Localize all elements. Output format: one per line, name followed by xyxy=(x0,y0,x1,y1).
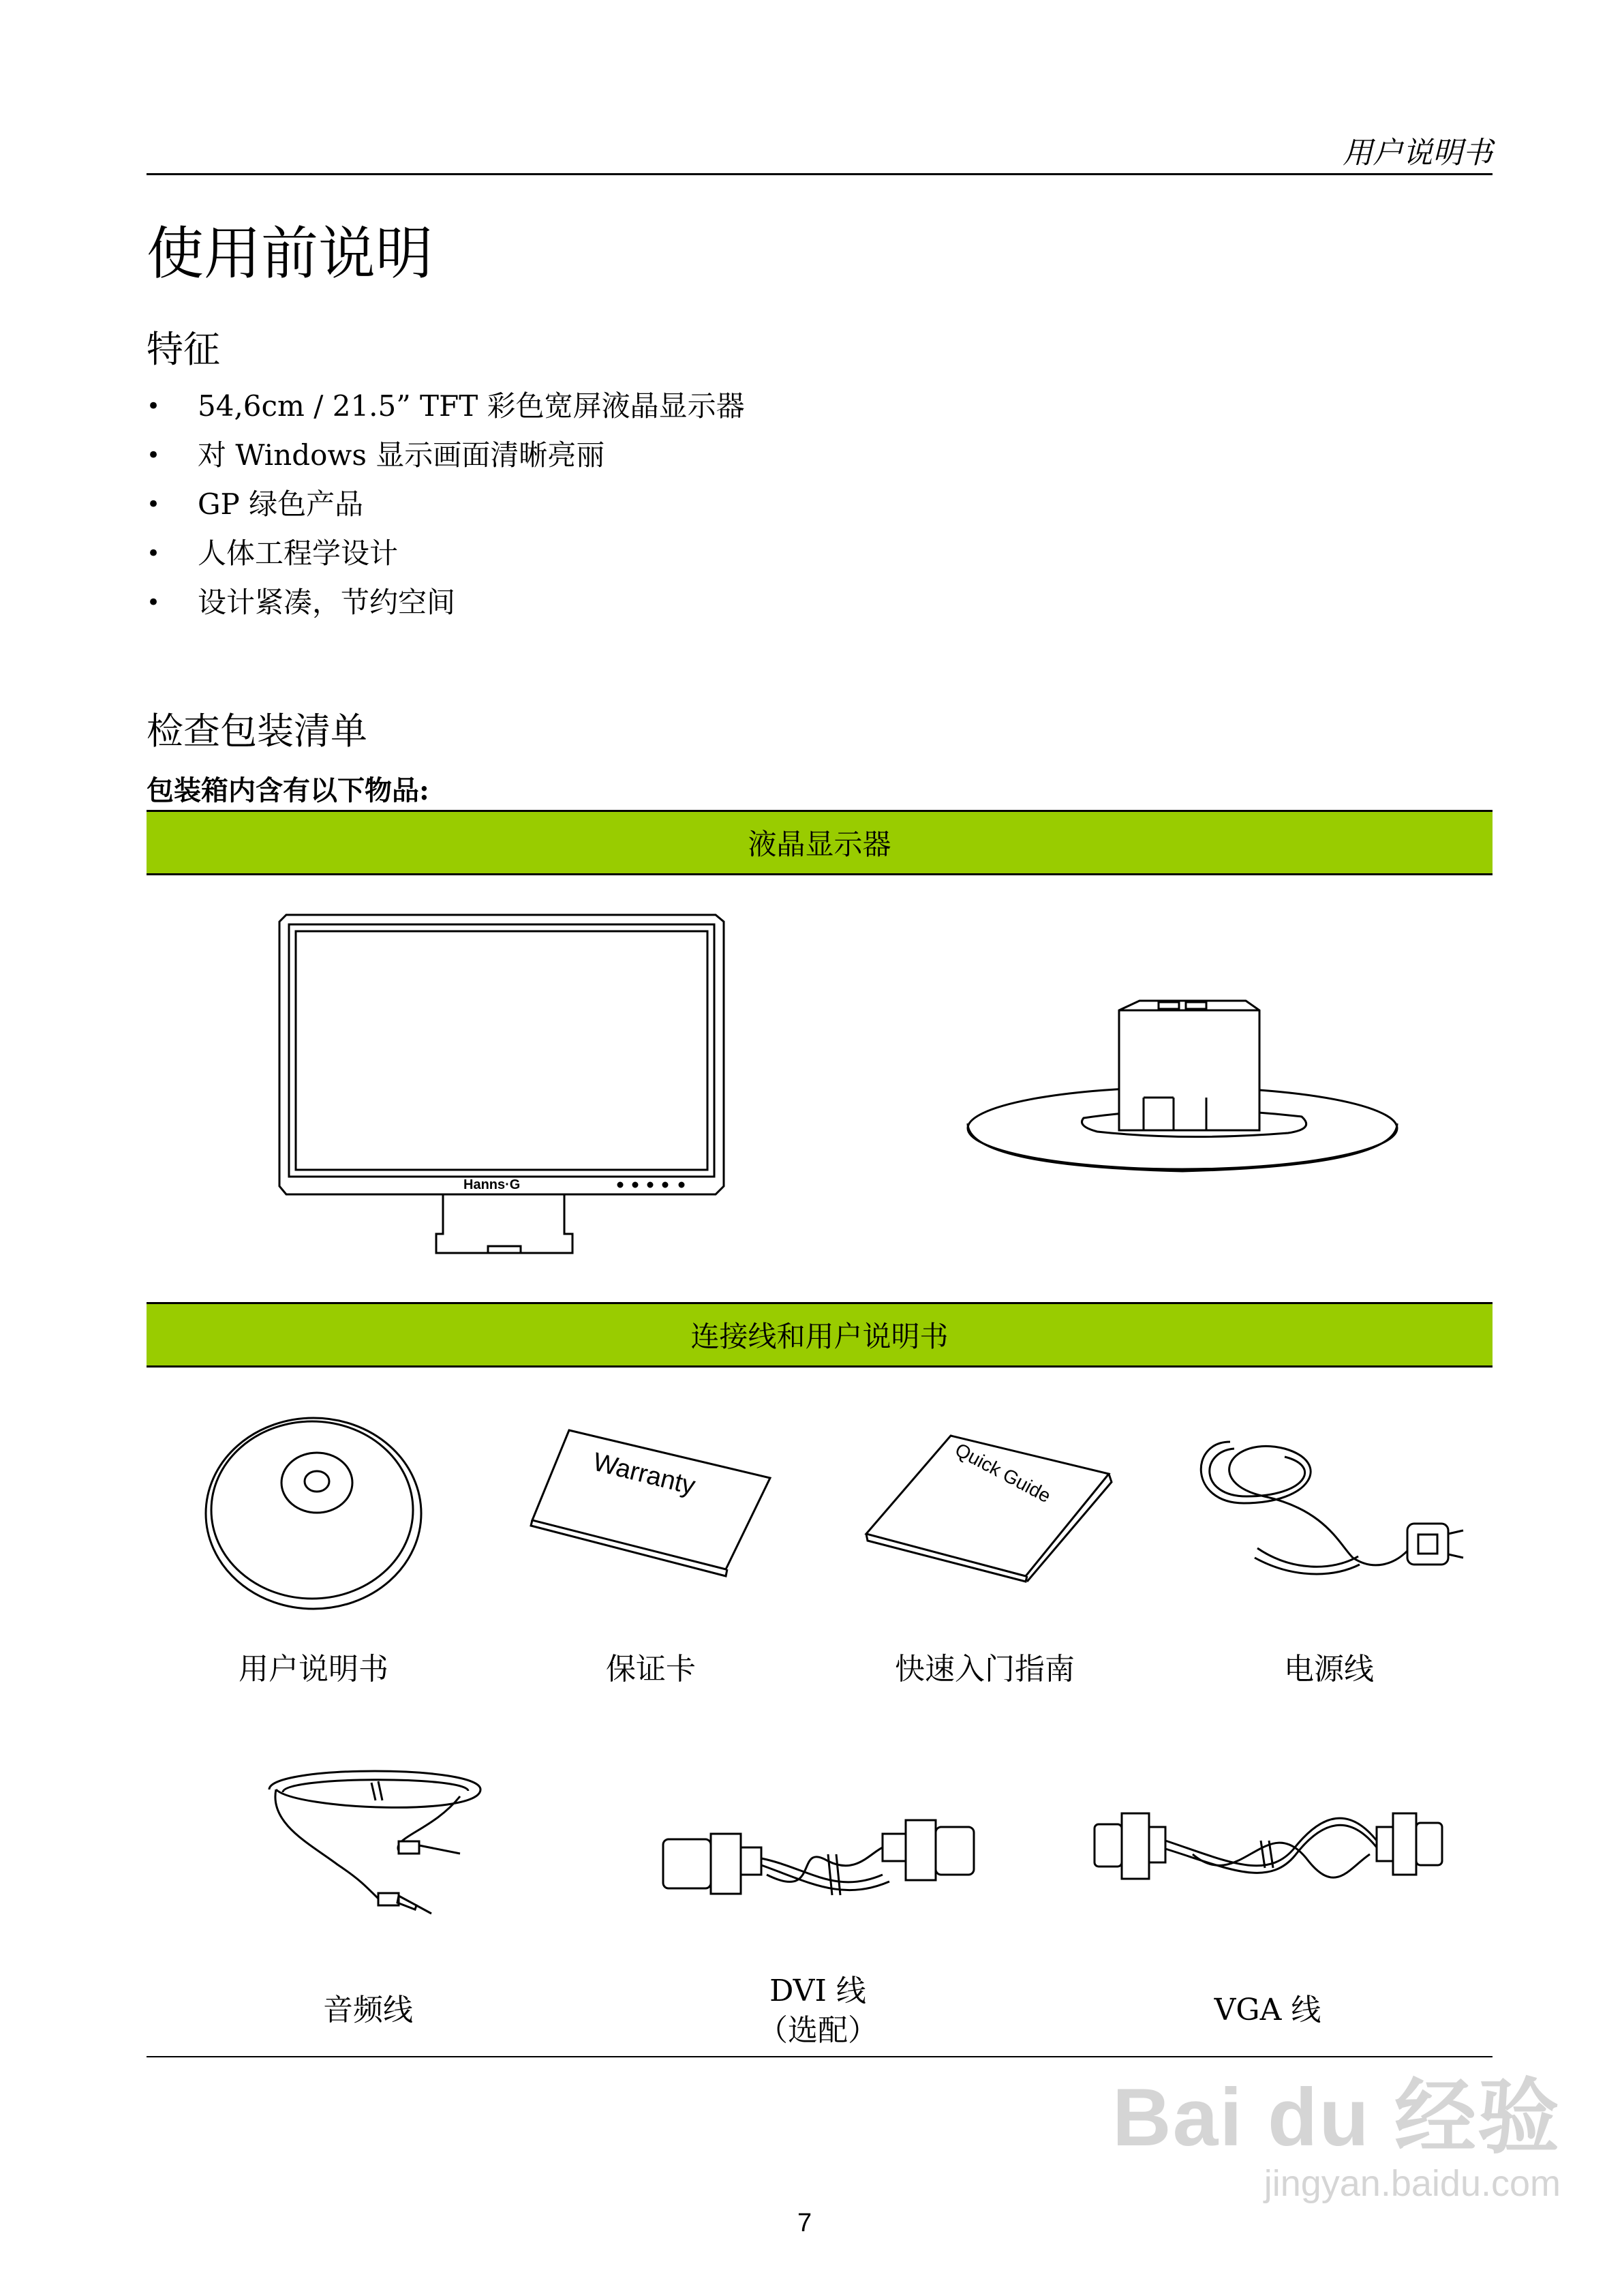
feature-item: • 人体工程学设计 xyxy=(147,529,745,578)
caption-dvi-note: （选配） xyxy=(758,2013,878,2048)
quick-guide-icon xyxy=(862,1432,1114,1582)
feature-item: • 54,6cm / 21.5” TFT 彩色宽屏液晶显示器 xyxy=(147,382,745,431)
page-number: 7 xyxy=(797,2209,812,2237)
bullet-icon: • xyxy=(147,491,161,518)
feature-item: • GP 绿色产品 xyxy=(147,480,745,529)
package-intro: 包装箱内含有以下物品: xyxy=(147,774,429,806)
header-title: 用户说明书 xyxy=(1343,136,1493,170)
power-cord-icon xyxy=(1189,1421,1469,1599)
caption-manual: 用户说明书 xyxy=(239,1652,388,1687)
caption-warranty: 保证卡 xyxy=(606,1652,696,1687)
audio-cable-icon xyxy=(256,1762,494,1939)
feature-item: • 对 Windows 显示画面清晰亮丽 xyxy=(147,431,745,480)
warranty-card-icon xyxy=(528,1425,774,1575)
cd-disc-icon xyxy=(201,1415,426,1612)
feature-item: • 设计紧凑，节约空间 xyxy=(147,578,745,627)
caption-quick-guide: 快速入门指南 xyxy=(895,1652,1075,1687)
caption-vga-cable: VGA 线 xyxy=(1214,1993,1321,2027)
bullet-icon: • xyxy=(147,442,161,469)
band-monitor-label: 液晶显示器 xyxy=(748,828,891,861)
features-heading: 特征 xyxy=(147,328,220,371)
vga-cable-icon xyxy=(1090,1793,1445,1909)
dvi-cable-icon xyxy=(658,1800,978,1922)
band-cables-label: 连接线和用户说明书 xyxy=(690,1320,949,1353)
band-cables xyxy=(147,1302,1493,1368)
package-heading: 检查包装清单 xyxy=(147,710,367,753)
bullet-icon: • xyxy=(147,393,161,420)
watermark-url: jingyan.baidu.com xyxy=(1264,2163,1561,2204)
caption-power-cord: 电源线 xyxy=(1284,1652,1374,1687)
monitor-illustration xyxy=(273,913,736,1268)
features-list xyxy=(147,382,745,627)
baidu-watermark xyxy=(1112,2052,1561,2205)
caption-dvi-cable: DVI 线 xyxy=(769,1974,866,2008)
monitor-brand: Hanns·G xyxy=(463,1177,521,1192)
page-title: 使用前说明 xyxy=(147,220,433,287)
warranty-label: Warranty xyxy=(590,1447,699,1501)
stand-illustration xyxy=(961,995,1404,1186)
bullet-icon: • xyxy=(147,589,161,616)
watermark-logo: Bai du 经验 xyxy=(1112,2072,1561,2163)
caption-audio-cable: 音频线 xyxy=(323,1993,413,2027)
quick-guide-label: Quick Guide xyxy=(951,1438,1055,1507)
header-rule xyxy=(147,173,1493,175)
band-monitor xyxy=(147,810,1493,875)
bullet-icon: • xyxy=(147,540,161,567)
